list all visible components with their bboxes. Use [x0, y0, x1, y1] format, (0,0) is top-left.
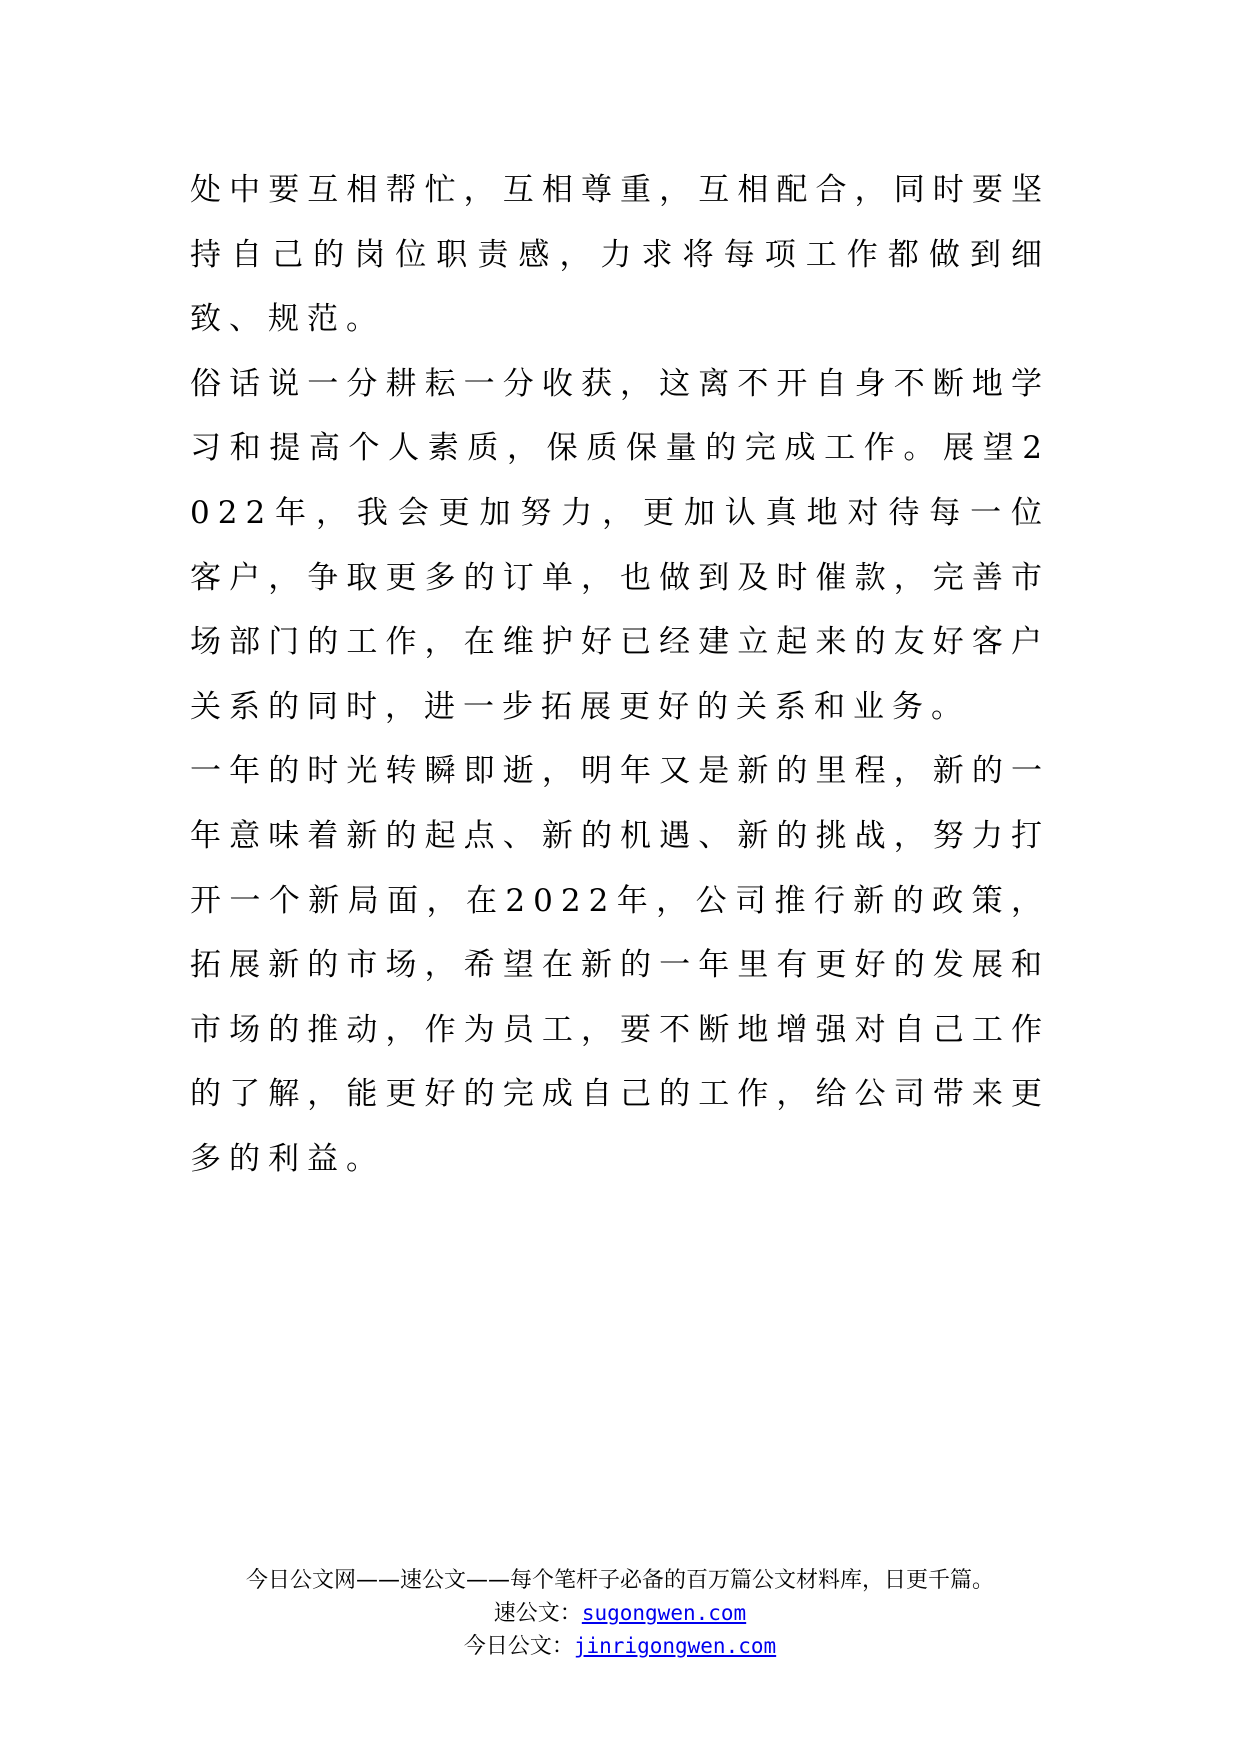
- sugongwen-link[interactable]: sugongwen.com: [581, 1601, 747, 1625]
- paragraph-1: 处中要互相帮忙，互相尊重，互相配合，同时要坚持自己的岗位职责感，力求将每项工作都做到细致、规范。: [190, 172, 1050, 338]
- footer-tagline: 今日公文网——速公文——每个笔杆子必备的百万篇公文材料库，日更千篇。: [245, 1568, 994, 1593]
- paragraph-2: 俗话说一分耕耘一分收获，这离不开自身不断地学习和提高个人素质，保质保量的完成工作。展望2022年，我会更加努力，更加认真地对待每一位客户，争取更多的订单，也做到及时催款，完善市场部门的工作，在维护好已经建立起来的友好客户关系的同时，进一步拓展更好的关系和业务。: [190, 365, 1050, 725]
- document-body: [190, 158, 1050, 1192]
- paragraph-3: 一年的时光转瞬即逝，明年又是新的里程，新的一年意味着新的起点、新的机遇、新的挑战，努力打开一个新局面，在2022年，公司推行新的政策，拓展新的市场，希望在新的一年里有更好的发展和市场的推动，作为员工，要不断地增强对自己工作的了解，能更好的完成自己的工作，给公司带来更多的利益。: [190, 753, 1050, 1177]
- jinrigongwen-link[interactable]: jinrigongwen.com: [573, 1634, 777, 1658]
- page-footer: [0, 1564, 1240, 1663]
- footer-link-row-2: [0, 1630, 1240, 1663]
- footer-link2-label: 今日公文：: [463, 1634, 574, 1659]
- footer-link-row-1: [0, 1597, 1240, 1630]
- footer-link1-label: 速公文：: [493, 1601, 582, 1626]
